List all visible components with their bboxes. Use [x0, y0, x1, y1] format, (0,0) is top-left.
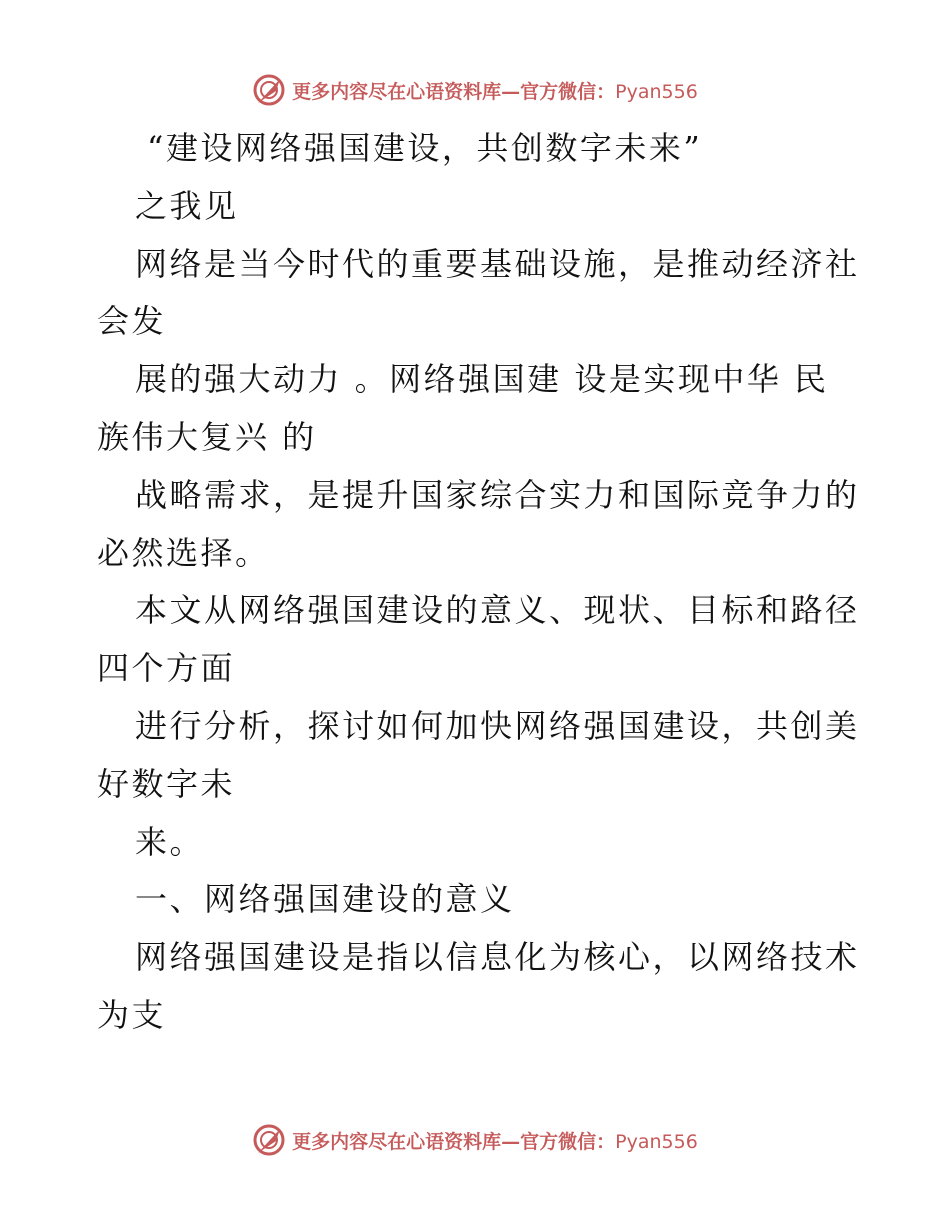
paragraph-line: 好数字未 [97, 764, 236, 803]
paragraph-line: 本文从网络强国建设的意义、现状、目标和路径 [135, 591, 860, 630]
paragraph-line: 为支 [97, 995, 167, 1034]
watermark-text-bottom: 更多内容尽在心语资料库—官方微信：Pyan556 [292, 1130, 698, 1153]
watermark-text-top: 更多内容尽在心语资料库—官方微信：Pyan556 [292, 80, 698, 103]
quill-logo-icon [252, 1123, 286, 1157]
quill-logo-icon [252, 73, 286, 107]
paragraph-line: 展的强大动力 。网络强国建 设是实现中华 民 [135, 360, 829, 399]
paragraph-line: 族伟大复兴 的 [97, 417, 317, 456]
watermark-header [0, 70, 950, 110]
paragraph-line: 进行分析，探讨如何加快网络强国建设，共创美 [135, 706, 860, 745]
watermark-footer [0, 1120, 950, 1160]
paragraph-line: 网络强国建设是指以信息化为核心，以网络技术 [135, 938, 860, 977]
paragraph-line: 必然选择。 [97, 533, 270, 572]
document-title: “建设网络强国建设，共创数字未来” [147, 129, 703, 167]
section-heading: 一、网络强国建设的意义 [135, 880, 515, 919]
document-body [97, 120, 860, 1045]
paragraph-line: 战略需求，是提升国家综合实力和国际竞争力的 [135, 475, 860, 514]
paragraph-line: 会发 [97, 302, 167, 341]
paragraph-line: 来。 [135, 822, 205, 861]
paragraph-line: 网络是当今时代的重要基础设施，是推动经济社 [135, 244, 860, 283]
title-continuation: 之我见 [135, 186, 239, 225]
paragraph-line: 四个方面 [97, 649, 236, 688]
